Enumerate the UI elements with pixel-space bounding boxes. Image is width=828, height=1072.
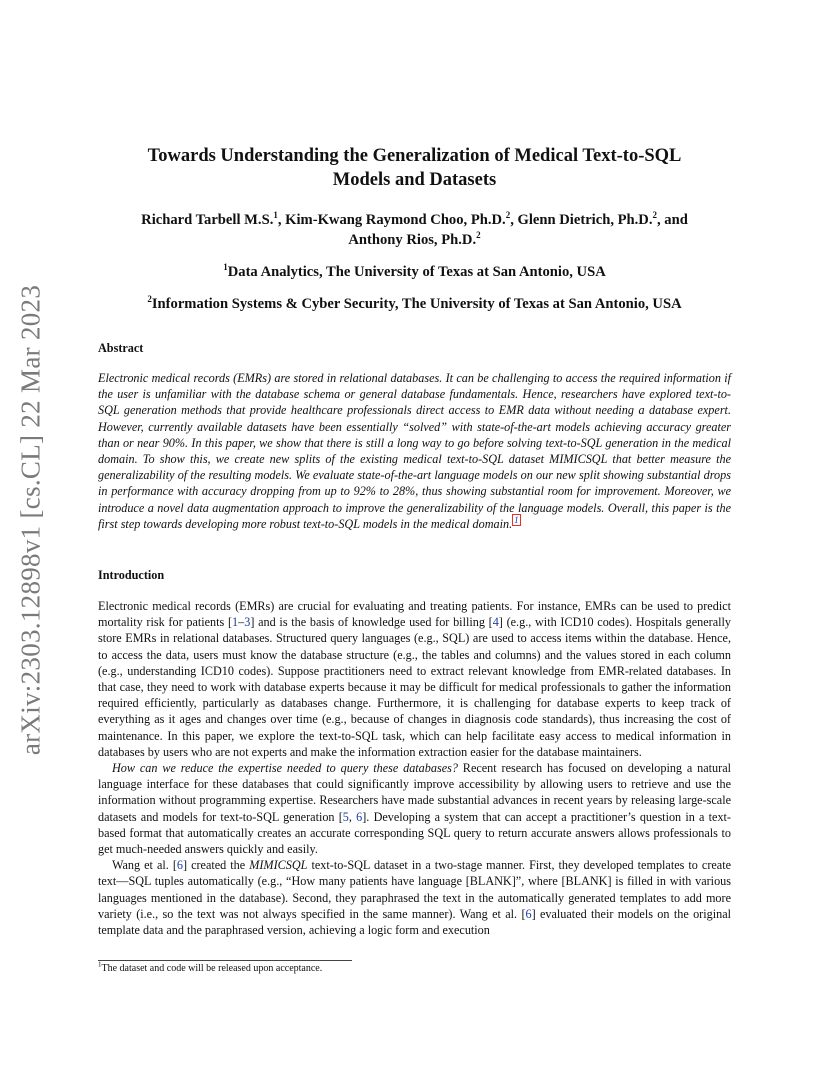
citation-link[interactable]: 4 bbox=[492, 615, 499, 630]
author-name: , Kim-Kwang Raymond Choo, Ph.D. bbox=[277, 212, 506, 228]
text-run: text-to-SQL dataset in a two-stage manner. First, they developed templates to create text—SQL tuples automatically (e.g., “How many patients have language [BLANK]”, where [BLANK] is filled in with various languages mentioned in the database). Second, they paraphrased the text in the automatically generated templates to add more variety (i.e., so the text was not always specified in the same manner). Wang et al. [ bbox=[98, 858, 731, 921]
text-run: ] and is the basis of knowledge used for billing [ bbox=[250, 615, 493, 630]
dataset-name: MIMICSQL bbox=[249, 858, 308, 873]
introduction-heading: Introduction bbox=[98, 568, 165, 582]
text-run: , bbox=[348, 809, 357, 824]
author-name: Richard Tarbell M.S. bbox=[141, 212, 274, 228]
affiliation-marker: 1 bbox=[223, 262, 228, 273]
author-separator: , and bbox=[657, 212, 688, 228]
title-line-1: Towards Understanding the Generalization of Medical Text-to-SQL bbox=[147, 146, 682, 166]
intro-paragraph-1 bbox=[98, 598, 731, 760]
text-run: ] created the bbox=[183, 858, 250, 873]
author-name: , Glenn Dietrich, Ph.D. bbox=[510, 212, 653, 228]
text-run: ] evaluated their models on the original template data and the paraphrased version, achieving a logic form and execution bbox=[98, 906, 731, 938]
citation-link[interactable]: 1 bbox=[232, 615, 239, 630]
footnote-link[interactable]: 1 bbox=[514, 514, 519, 525]
footnote bbox=[98, 960, 731, 974]
affiliation-marker: 2 bbox=[147, 294, 152, 305]
citation-link[interactable]: 6 bbox=[525, 906, 532, 921]
text-run: ] (e.g., with ICD10 codes). Hospitals generally store EMRs in relational databases. Structured query languages (e.g., SQL) are used to access items within the database. Hence, to access the data, users must know the database structure (e.g., the tables and columns) and the values stored in each column (e.g., understanding ICD10 codes). Suppose practitioners need to extract relevant knowledge from EMR-related databases. In that case, they need to work with database experts because it may be difficult for medical professionals to gather the information required efficiently, particularly as databases change. Furthermore, it is challenging for database experts to keep track of everything as it ages and changes over time (e.g., because of changes in diagnosis code standards), thus increasing the cost of maintenance. In this paper, we explore the text-to-SQL task, which can help facilitate easy access to medical information in databases by users who are not experts and make the information extraction easier for the database maintainers. bbox=[98, 615, 731, 759]
arxiv-identifier: arXiv:2303.12898v1 [cs.CL] 22 Mar 2023 bbox=[15, 284, 46, 756]
affiliation-marker: 2 bbox=[505, 210, 511, 221]
authors-line-1 bbox=[98, 210, 731, 230]
title-line-2: Models and Datasets bbox=[332, 170, 497, 190]
citation-link[interactable]: 3 bbox=[244, 615, 251, 630]
affiliation-1 bbox=[98, 262, 731, 282]
arxiv-sidebar bbox=[16, 285, 46, 755]
footnote-divider bbox=[98, 960, 352, 961]
text-run: Wang et al. [ bbox=[112, 858, 177, 873]
authors-line-2 bbox=[98, 230, 731, 250]
text-run: Recent research has focused on developing a natural language interface for these databases that could significantly improve accessibility by allowing users to retrieve and use the information without programming expertise. Researchers have made substantial advances in recent years by releasing large-scale datasets and models for text-to-SQL generation [ bbox=[98, 761, 731, 824]
introduction-body bbox=[98, 598, 731, 938]
affiliation-2 bbox=[98, 294, 731, 314]
footnote-text: The dataset and code will be released upon acceptance. bbox=[101, 963, 323, 974]
research-question: How can we reduce the expertise needed to query these databases? bbox=[112, 761, 458, 776]
paper-title bbox=[98, 144, 731, 192]
affiliation-marker: 1 bbox=[273, 210, 278, 221]
citation-link[interactable]: 6 bbox=[176, 858, 183, 873]
citation-link[interactable]: 5 bbox=[342, 809, 349, 824]
abstract-heading: Abstract bbox=[98, 341, 144, 355]
affiliation-text: Data Analytics, The University of Texas at San Antonio, USA bbox=[227, 264, 606, 280]
author-list bbox=[98, 210, 731, 250]
affiliation-marker: 2 bbox=[652, 210, 657, 221]
footnote-marker: 1 bbox=[98, 960, 102, 969]
affiliation-text: Information Systems & Cyber Security, The University of Texas at San Antonio, USA bbox=[151, 296, 682, 312]
abstract-text: Electronic medical records (EMRs) are stored in relational databases. It can be challenging to access the required information if the user is unfamiliar with the database schema or general database fundamentals. Hence, researchers have explored text-to-SQL generation methods that provide healthcare professionals direct access to EMR data without needing a database expert. However, currently available datasets have been essentially “solved” with state-of-the-art models achieving accuracy greater than or near 90%. In this paper, we show that there is still a long way to go before solving text-to-SQL generation in the medical domain. To show this, we create new splits of the existing medical text-to-SQL dataset MIMICSQL that better measure the generalizability of the resulting models. We evaluate state-of-the-art language models on our new split showing substantial drops in performance with accuracy dropping from up to 92% to 28%, thus showing substantial room for improvement. Moreover, we introduce a novel data augmentation approach to improve the generalizability of the language models. Overall, this paper is the first step towards developing more robust text-to-SQL models in the medical domain. bbox=[98, 371, 731, 531]
intro-paragraph-3 bbox=[98, 857, 731, 938]
intro-paragraph-2 bbox=[98, 760, 731, 857]
citation-link[interactable]: 6 bbox=[356, 809, 363, 824]
text-run: – bbox=[238, 615, 245, 630]
text-run: ]. Developing a system that can accept a practitioner’s question in a text-based format that automatically creates an accurate corresponding SQL query to return accurate answers allows professionals to get much-needed answers quickly and easily. bbox=[98, 809, 731, 857]
abstract-body bbox=[98, 370, 731, 532]
affiliation-marker: 2 bbox=[476, 230, 481, 241]
text-run: Electronic medical records (EMRs) are crucial for evaluating and treating patients. For instance, EMRs can be used to predict mortality risk for patients [ bbox=[98, 599, 731, 630]
author-name: Anthony Rios, Ph.D. bbox=[348, 232, 477, 248]
